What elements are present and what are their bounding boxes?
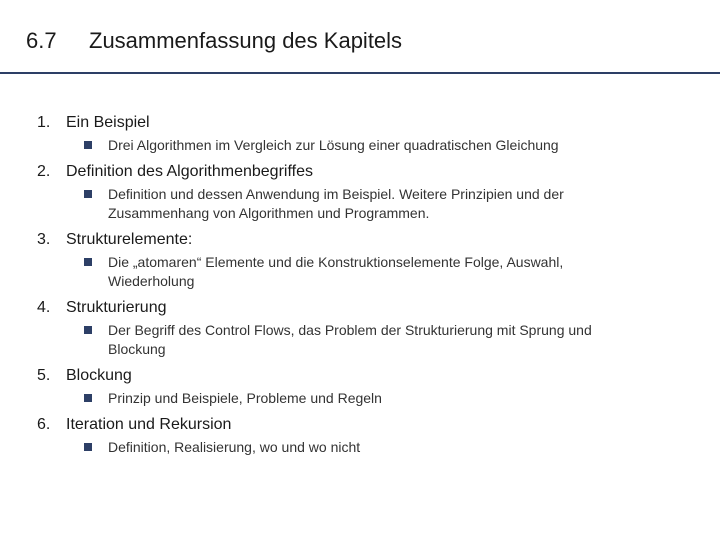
square-bullet-icon bbox=[84, 141, 92, 149]
square-bullet-icon bbox=[84, 443, 92, 451]
page-title: Zusammenfassung des Kapitels bbox=[89, 28, 403, 53]
item-label: Ein Beispiel bbox=[66, 114, 150, 131]
sub-item-text: Definition und dessen Anwendung im Beispiel. Weitere Prinzipien und der Zusammenhang von Algorithmen und Programmen. bbox=[108, 186, 564, 221]
square-bullet-icon bbox=[84, 258, 92, 266]
square-bullet-icon bbox=[84, 394, 92, 402]
item-heading bbox=[0, 227, 720, 253]
item-number: 6. bbox=[37, 416, 51, 433]
item-heading bbox=[0, 363, 720, 389]
list-item bbox=[0, 363, 720, 408]
item-label: Strukturierung bbox=[66, 299, 167, 316]
sub-item bbox=[0, 253, 720, 291]
sub-item-text: Prinzip und Beispiele, Probleme und Regeln bbox=[108, 390, 382, 406]
item-label: Definition des Algorithmenbegriffes bbox=[66, 163, 313, 180]
list-item bbox=[0, 227, 720, 291]
item-label: Strukturelemente: bbox=[66, 231, 193, 248]
sub-item-text: Definition, Realisierung, wo und wo nicht bbox=[108, 439, 361, 455]
sub-item-text: Die „atomaren“ Elemente und die Konstruktionselemente Folge, Auswahl, Wiederholung bbox=[108, 254, 564, 289]
slide-header bbox=[0, 0, 720, 74]
item-label: Iteration und Rekursion bbox=[66, 416, 232, 433]
sub-item-text: Der Begriff des Control Flows, das Problem der Strukturierung mit Sprung und Blockung bbox=[108, 322, 592, 357]
list-item bbox=[0, 412, 720, 457]
item-number: 1. bbox=[37, 114, 51, 131]
section-number: 6.7 bbox=[26, 28, 57, 53]
sub-item-text: Drei Algorithmen im Vergleich zur Lösung einer quadratischen Gleichung bbox=[108, 137, 559, 153]
sub-item bbox=[0, 438, 720, 457]
item-number: 4. bbox=[37, 299, 51, 316]
item-number: 5. bbox=[37, 367, 51, 384]
item-number: 3. bbox=[37, 231, 51, 248]
list-item bbox=[0, 159, 720, 223]
sub-item bbox=[0, 321, 720, 359]
sub-item bbox=[0, 185, 720, 223]
sub-item bbox=[0, 136, 720, 155]
item-heading bbox=[0, 412, 720, 438]
item-number: 2. bbox=[37, 163, 51, 180]
item-heading bbox=[0, 159, 720, 185]
item-heading bbox=[0, 295, 720, 321]
item-heading bbox=[0, 110, 720, 136]
sub-item bbox=[0, 389, 720, 408]
item-label: Blockung bbox=[66, 367, 132, 384]
square-bullet-icon bbox=[84, 190, 92, 198]
list-item bbox=[0, 295, 720, 359]
list-item bbox=[0, 110, 720, 155]
square-bullet-icon bbox=[84, 326, 92, 334]
summary-list bbox=[0, 110, 720, 461]
